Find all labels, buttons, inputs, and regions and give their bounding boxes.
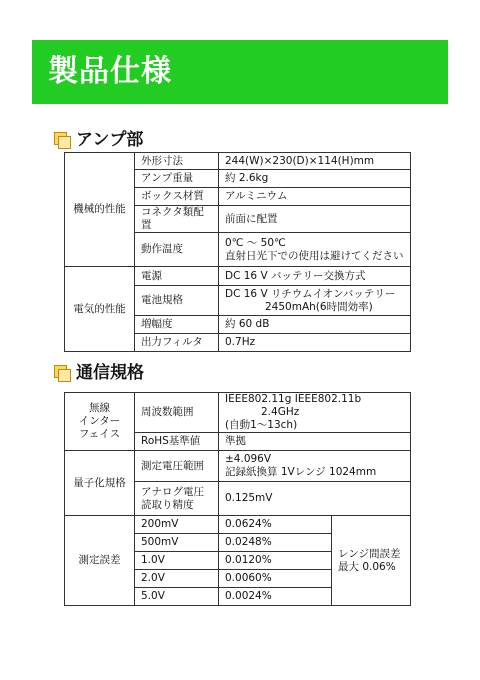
analog-label: [135, 482, 219, 516]
analog-value: 0.125mV: [219, 482, 411, 516]
dims-label: 外形寸法: [135, 153, 219, 170]
wireless-category: [65, 393, 135, 451]
wireless-label-line1: 無線: [89, 402, 110, 414]
vrange-value-line2: 記録紙換算 1Vレンジ 1024mm: [225, 466, 377, 478]
box-label: ボックス材質: [135, 188, 219, 206]
temp-label: 動作温度: [135, 233, 219, 267]
analog-label-line1: アナログ電圧: [141, 485, 204, 498]
error-range-1: 500mV: [135, 534, 219, 552]
battery-value: [219, 286, 411, 316]
amp-section-heading: [54, 129, 143, 151]
vrange-value-line1: ±4.096V: [225, 453, 272, 465]
page-title: 製品仕様: [48, 54, 172, 89]
freq-label: 周波数範囲: [135, 393, 219, 433]
connector-label: コネクタ類配置: [135, 206, 219, 233]
temp-value-line2: 直射日光下での使用は避けてください: [225, 249, 404, 262]
folder-icon: [54, 365, 70, 381]
filter-label: 出力フィルタ: [135, 334, 219, 352]
freq-value-line1: IEEE802.11g IEEE802.11b: [225, 393, 362, 405]
connector-value: 前面に配置: [219, 206, 411, 233]
power-value: DC 16 V バッテリー交換方式: [219, 267, 411, 286]
error-value-2: 0.0120%: [219, 552, 332, 570]
error-range-4: 5.0V: [135, 588, 219, 606]
error-range-0: 200mV: [135, 516, 219, 534]
battery-value-line2: 2450mAh(6時間効率): [265, 300, 373, 313]
title-banner: [32, 40, 448, 104]
table-row: [65, 516, 411, 534]
error-range-3: 2.0V: [135, 570, 219, 588]
electrical-category: 電気的性能: [65, 267, 135, 352]
vrange-value: [219, 451, 411, 482]
comm-section-heading: [54, 362, 144, 384]
wireless-label-line2: インター: [78, 415, 121, 427]
range-error-cell: [332, 516, 411, 606]
error-value-0: 0.0624%: [219, 516, 332, 534]
weight-value: 約 2.6kg: [219, 170, 411, 188]
comm-spec-table: [64, 392, 411, 606]
dims-value: 244(W)×230(D)×114(H)mm: [219, 153, 411, 170]
error-category: 測定誤差: [65, 516, 135, 606]
table-row: [65, 393, 411, 433]
gain-label: 増幅度: [135, 316, 219, 334]
wireless-label-line3: フェイス: [78, 428, 121, 440]
range-error-value: 最大 0.06%: [338, 560, 396, 573]
weight-label: アンプ重量: [135, 170, 219, 188]
battery-value-line1: DC 16 V リチウムイオンバッテリー: [225, 287, 396, 300]
power-label: 電源: [135, 267, 219, 286]
table-row: [65, 451, 411, 482]
table-row: [65, 153, 411, 170]
error-range-2: 1.0V: [135, 552, 219, 570]
amp-spec-table: [64, 152, 411, 352]
mechanical-category: 機械的性能: [65, 153, 135, 267]
analog-label-line2: 読取り精度: [141, 498, 194, 511]
battery-label: 電池規格: [135, 286, 219, 316]
freq-value-line3: (自動1～13ch): [225, 419, 298, 431]
rohs-value: 準拠: [219, 433, 411, 451]
quant-category: 量子化規格: [65, 451, 135, 516]
freq-value-line2: 2.4GHz: [261, 406, 300, 418]
temp-value-line1: 0℃ ～ 50℃: [225, 236, 286, 249]
error-value-3: 0.0060%: [219, 570, 332, 588]
comm-heading-text: 通信規格: [76, 363, 144, 383]
filter-value: 0.7Hz: [219, 334, 411, 352]
folder-icon: [54, 132, 70, 148]
temp-value: [219, 233, 411, 267]
vrange-label: 測定電圧範囲: [135, 451, 219, 482]
range-error-label: レンジ間誤差: [338, 547, 401, 560]
gain-value: 約 60 dB: [219, 316, 411, 334]
error-value-1: 0.0248%: [219, 534, 332, 552]
freq-value: [219, 393, 411, 433]
rohs-label: RoHS基準値: [135, 433, 219, 451]
amp-heading-text: アンプ部: [76, 130, 144, 150]
error-value-4: 0.0024%: [219, 588, 332, 606]
box-value: アルミニウム: [219, 188, 411, 206]
table-row: [65, 267, 411, 286]
